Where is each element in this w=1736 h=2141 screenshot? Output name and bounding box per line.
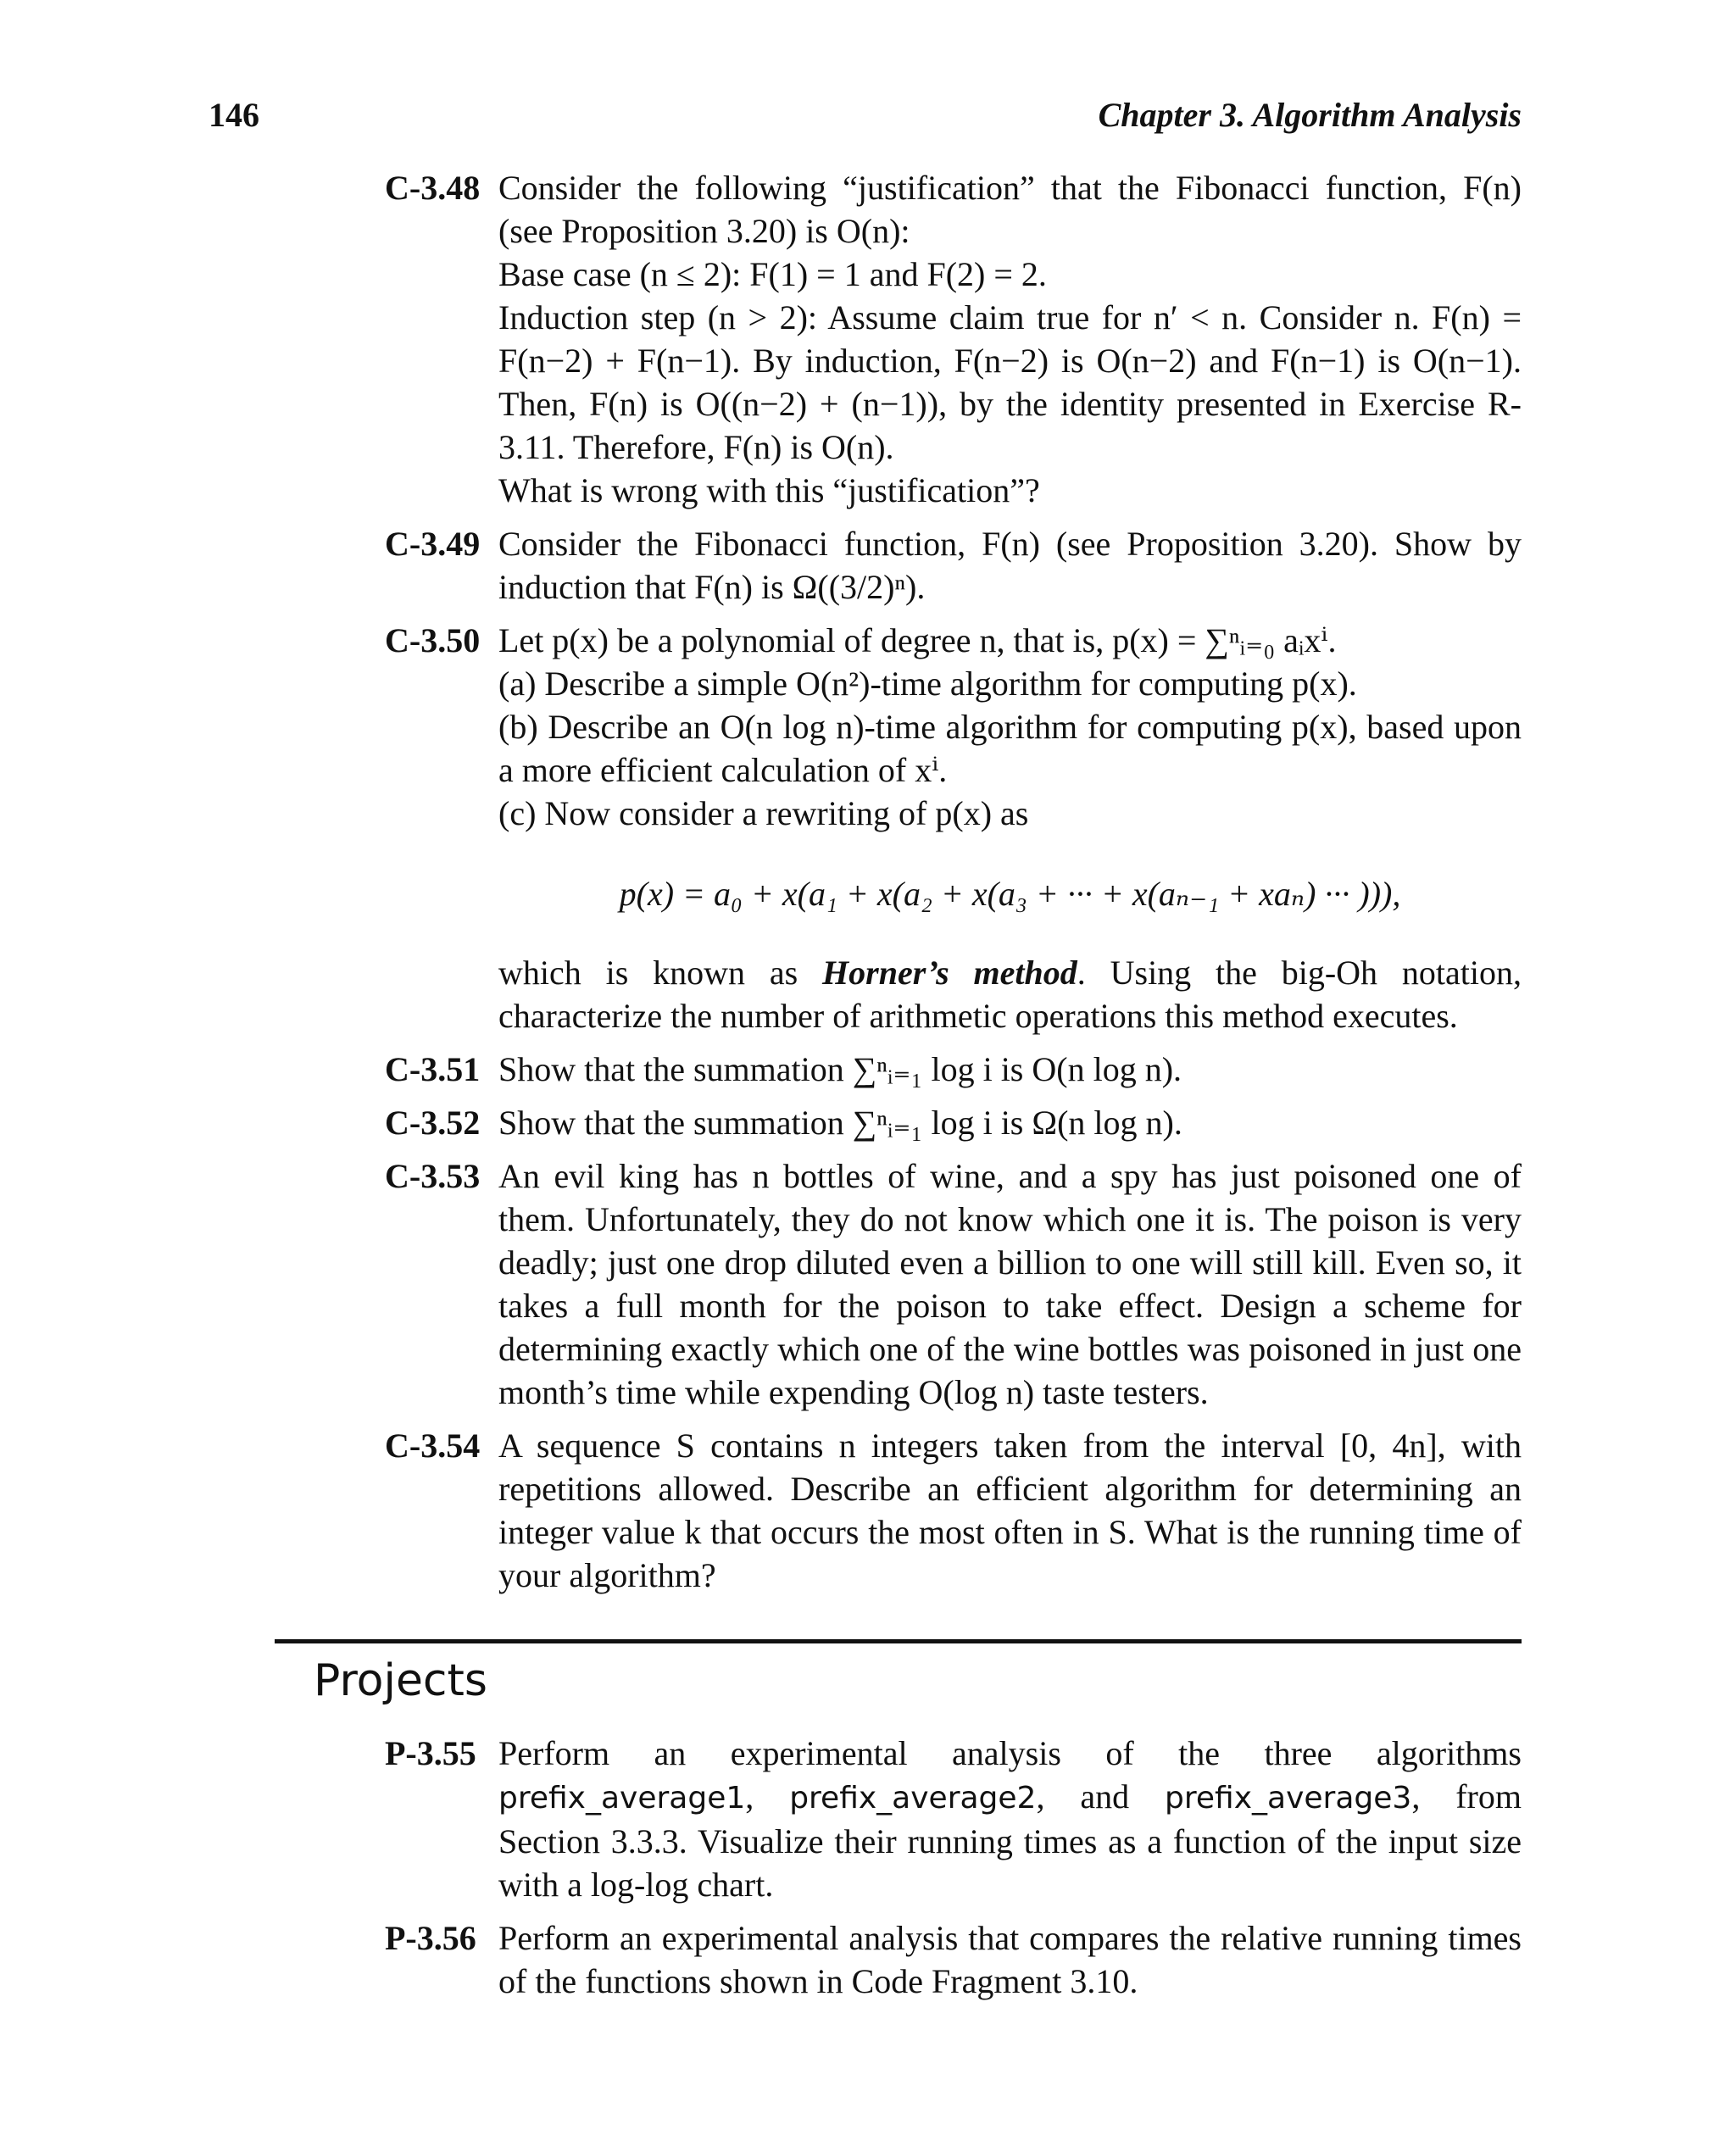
exercise-c-3-51 [385, 1048, 1522, 1091]
code-name: prefix_average1 [498, 1781, 746, 1816]
exercise-body [498, 1101, 1522, 1144]
exercise-text: An evil king has n bottles of wine, and a spy has just poisoned one of them. Unfortunately, they do not know which one it is. The poison is very deadly; just one drop diluted even a billion to one will still kill. Even so, it takes a full month for the poison to take effect. Design a scheme for determining exactly which one of the wine bottles was poisoned in just one month’s time while expending O(log n) taste testers. [498, 1157, 1522, 1411]
exercise-text: Show that the summation ∑ⁿᵢ₌₁ log i is Ω(n log n). [498, 1104, 1182, 1142]
text-run: Perform an experimental analysis of the three algorithms [498, 1734, 1522, 1772]
exercise-text: Consider the Fibonacci function, F(n) (see Proposition 3.20). Show by induction that F(n) is Ω((3/2)ⁿ). [498, 525, 1522, 606]
horner-formula: p(x) = a₀ + x(a₁ + x(a₂ + x(a₃ + ··· + x(aₙ₋₁ + xaₙ) ··· ))), [619, 875, 1401, 913]
exercise-body [498, 1048, 1522, 1091]
project-body [498, 1916, 1522, 2003]
running-head: Chapter 3. Algorithm Analysis [1098, 96, 1522, 134]
project-text: Perform an experimental analysis that compares the relative running times of the functions shown in Code Fragment 3.10. [498, 1919, 1522, 2000]
exercise-text [498, 951, 1522, 1037]
page-number: 146 [209, 96, 259, 134]
project-body [498, 1732, 1522, 1906]
code-name: prefix_average3 [1165, 1781, 1412, 1816]
exercise-id: C-3.50 [385, 621, 481, 659]
section-title-projects: Projects [314, 1655, 488, 1706]
exercise-text: (c) Now consider a rewriting of p(x) as [498, 794, 1029, 832]
exercise-c-3-53 [385, 1154, 1522, 1414]
exercise-text: A sequence S contains n integers taken from the interval [0, 4n], with repetitions allowed. Describe an efficient algorithm for determining an integer value k that occurs the most often in S. What is the running time of your algorithm? [498, 1426, 1522, 1594]
exercise-text: (b) Describe an O(n log n)-time algorithm for computing p(x), based upon a more efficient calculation of xⁱ. [498, 708, 1522, 789]
exercise-body [498, 522, 1522, 609]
emphasized-term: Horner’s method [822, 954, 1077, 992]
exercise-c-3-48 [385, 166, 1522, 512]
project-p-3-56 [385, 1916, 1522, 2003]
text-run: , from Section 3.3.3. Visualize their running times as a function of the input size with a log-log chart. [498, 1777, 1522, 1904]
exercise-c-3-52 [385, 1101, 1522, 1144]
section-divider [275, 1639, 1522, 1643]
exercise-text: Let p(x) be a polynomial of degree n, that is, p(x) = ∑ⁿᵢ₌₀ aᵢxⁱ. [498, 621, 1337, 659]
code-name: prefix_average2 [789, 1781, 1037, 1816]
exercise-id: C-3.54 [385, 1426, 481, 1465]
text-run: . Using the big-Oh notation, characterize the number of arithmetic operations this method executes. [498, 954, 1522, 1035]
exercise-body [498, 619, 1522, 1037]
text-run: , [745, 1777, 790, 1816]
exercise-id: C-3.52 [385, 1104, 481, 1142]
exercise-text: Consider the following “justification” that the Fibonacci function, F(n) (see Proposition 3.20) is O(n): [498, 169, 1522, 250]
exercise-c-3-49 [385, 522, 1522, 609]
project-text [498, 1732, 1522, 1906]
exercise-body [498, 166, 1522, 512]
exercise-text: Show that the summation ∑ⁿᵢ₌₁ log i is O(n log n). [498, 1050, 1182, 1088]
exercise-body [498, 1424, 1522, 1597]
exercise-id: C-3.51 [385, 1050, 481, 1088]
project-id: P-3.55 [385, 1734, 476, 1772]
exercise-list [385, 166, 1522, 1607]
exercise-text: What is wrong with this “justification”? [498, 471, 1040, 509]
project-list [385, 1732, 1522, 2013]
exercise-text: Induction step (n > 2): Assume claim true for n′ < n. Consider n. F(n) = F(n−2) + F(n−1). By induction, F(n−2) is O(n−2) and F(n−1) is O(n−1). Then, F(n) is O((n−2) + (n−1)), by the identity presented in Exercise R-3.11. Therefore, F(n) is O(n). [498, 298, 1522, 466]
text-run: , and [1036, 1777, 1166, 1816]
exercise-text: Base case (n ≤ 2): F(1) = 1 and F(2) = 2. [498, 255, 1047, 293]
exercise-id: C-3.53 [385, 1157, 481, 1195]
exercise-c-3-54 [385, 1424, 1522, 1597]
project-p-3-55 [385, 1732, 1522, 1906]
exercise-id: C-3.49 [385, 525, 481, 563]
text-run: which is known as [498, 954, 823, 992]
exercise-c-3-50 [385, 619, 1522, 1037]
project-id: P-3.56 [385, 1919, 476, 1957]
exercise-text: (a) Describe a simple O(n²)-time algorithm for computing p(x). [498, 665, 1357, 703]
exercise-body [498, 1154, 1522, 1414]
exercise-id: C-3.48 [385, 169, 481, 207]
